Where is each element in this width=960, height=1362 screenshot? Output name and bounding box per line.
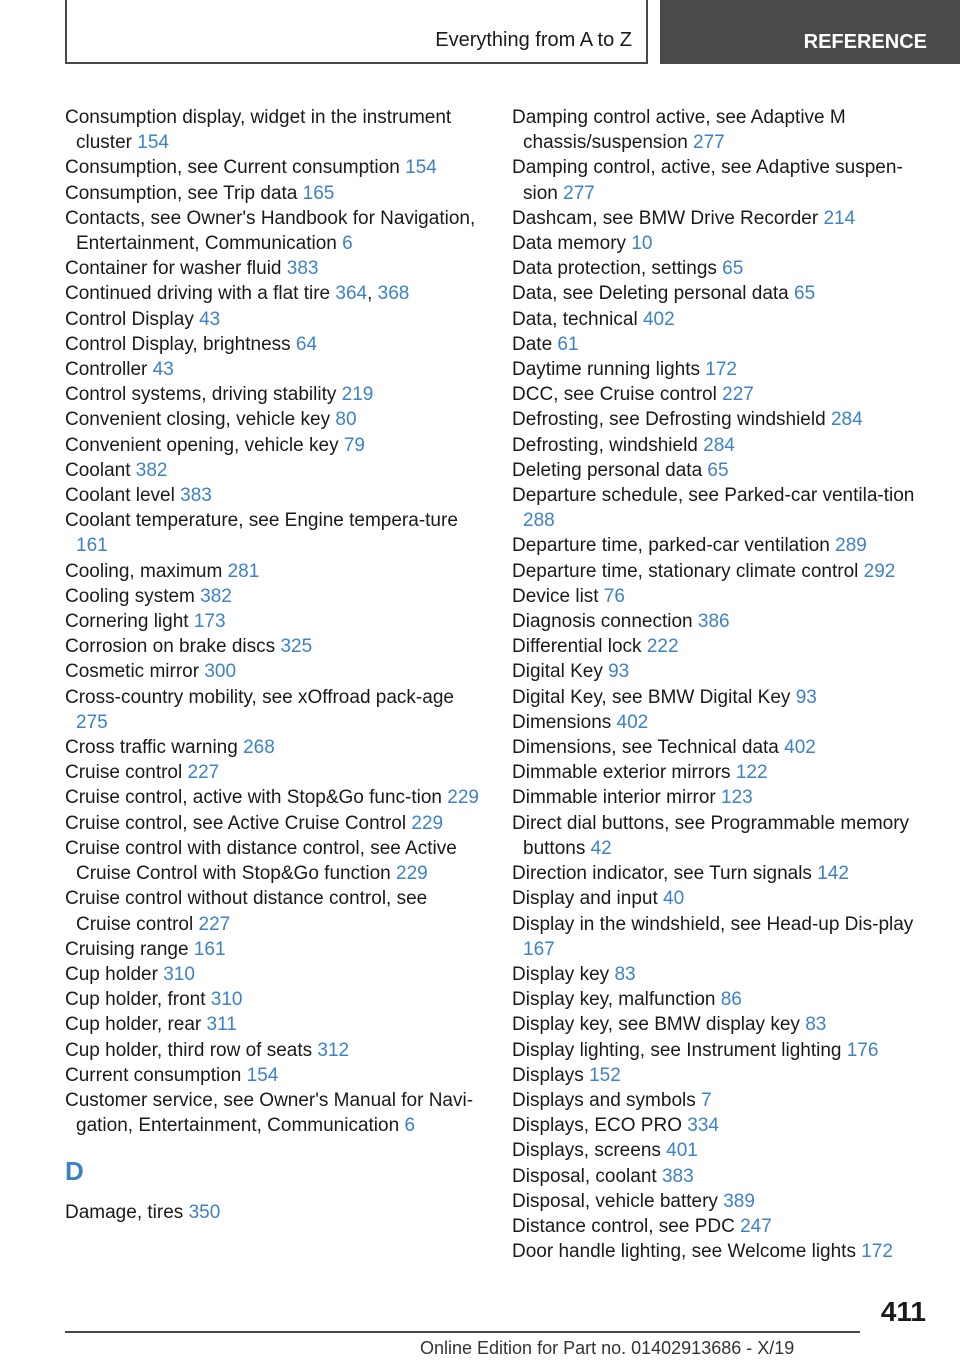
index-entry xyxy=(512,685,932,710)
index-entry-text: Cooling system xyxy=(65,585,195,607)
index-entry xyxy=(65,181,485,206)
index-entry xyxy=(512,634,932,659)
page-reference-link[interactable]: 311 xyxy=(206,1014,237,1036)
index-entry-text: Cruise control xyxy=(65,762,183,784)
index-entry xyxy=(65,634,485,659)
page-reference-link[interactable]: 350 xyxy=(188,1202,221,1224)
page-reference-link[interactable]: 93 xyxy=(608,661,630,683)
page-reference-link[interactable]: 247 xyxy=(740,1215,772,1237)
index-entry xyxy=(512,584,932,609)
index-entry-text: Direction indicator, see Turn signals xyxy=(512,863,812,885)
index-entry-text: Disposal, vehicle battery xyxy=(512,1190,718,1212)
index-entry xyxy=(512,609,932,634)
index-entry xyxy=(512,433,932,458)
index-entry xyxy=(512,962,932,987)
index-entry xyxy=(512,155,932,205)
page-reference-link[interactable]: 227 xyxy=(187,762,220,784)
index-entry xyxy=(512,861,932,886)
index-entry xyxy=(512,735,932,760)
index-entry-text: Continued driving with a flat tire xyxy=(65,283,331,305)
page-reference-link[interactable]: 6 xyxy=(404,1115,416,1137)
index-entry xyxy=(512,1038,932,1063)
page-reference-link[interactable]: 229 xyxy=(396,863,428,885)
index-entry-text: Customer service, see Owner's Manual for Navi-gation, Entertainment, Communication xyxy=(65,1089,474,1137)
page-reference-link[interactable]: 310 xyxy=(210,989,243,1011)
page-reference-link[interactable]: 122 xyxy=(735,762,768,784)
index-entry-text: Contacts, see Owner's Handbook for Navigation, Entertainment, Communication xyxy=(65,207,476,255)
index-entry-text: Date xyxy=(512,333,553,355)
page-reference-link[interactable]: 152 xyxy=(589,1064,621,1086)
index-entry-text: Consumption, see Current consumption xyxy=(65,157,400,179)
index-entry-text: Convenient closing, vehicle key xyxy=(65,409,331,431)
index-entry xyxy=(512,1214,932,1239)
index-entry xyxy=(512,1164,932,1189)
index-entry-text: Data memory xyxy=(512,233,627,255)
index-entry-text: Dashcam, see BMW Drive Recorder xyxy=(512,207,819,229)
index-entry-text: Control Display xyxy=(65,308,194,330)
index-entry xyxy=(512,231,932,256)
index-entry xyxy=(512,1113,932,1138)
page-reference-link[interactable]: 268 xyxy=(243,737,275,759)
index-entry xyxy=(65,433,485,458)
index-entry xyxy=(65,559,485,584)
index-list-left xyxy=(65,105,485,1138)
page-reference-link[interactable]: 229 xyxy=(411,812,444,834)
index-entry-text: Defrosting, see Defrosting windshield xyxy=(512,409,826,431)
index-entry xyxy=(65,1038,485,1063)
index-entry-text: Cup holder xyxy=(65,963,158,985)
index-entry xyxy=(512,1138,932,1163)
index-entry xyxy=(65,1200,485,1225)
index-entry-text: Cornering light xyxy=(65,611,189,633)
index-entry-text: Cosmetic mirror xyxy=(65,661,200,683)
index-entry xyxy=(512,256,932,281)
page-reference-link[interactable]: 401 xyxy=(666,1140,698,1162)
index-list-left-after xyxy=(65,1200,485,1225)
index-entry xyxy=(512,332,932,357)
index-entry-text: Digital Key xyxy=(512,661,603,683)
page-reference-link[interactable]: 161 xyxy=(76,535,108,557)
index-entry-text: Device list xyxy=(512,585,599,607)
page-reference-link[interactable]: 284 xyxy=(830,409,863,431)
index-entry xyxy=(65,886,485,936)
page-reference-link[interactable]: 227 xyxy=(198,913,231,935)
index-entry-text: Cooling, maximum xyxy=(65,560,223,582)
index-entry-text: Display and input xyxy=(512,888,658,910)
index-entry xyxy=(512,760,932,785)
header-section-tab xyxy=(65,0,648,64)
index-entry-text: Deleting personal data xyxy=(512,459,703,481)
index-entry xyxy=(65,760,485,785)
page-reference-link[interactable]: 165 xyxy=(302,182,335,204)
page-reference-link[interactable]: 76 xyxy=(603,585,625,607)
index-entry-text: Data, technical xyxy=(512,308,638,330)
page-reference-link[interactable]: 65 xyxy=(794,283,816,305)
page-reference-link[interactable]: 383 xyxy=(180,485,212,507)
index-entry xyxy=(512,357,932,382)
index-entry-text: Dimensions, see Technical data xyxy=(512,737,779,759)
page-reference-link[interactable]: 368 xyxy=(377,283,410,305)
index-entry-text: Direct dial buttons, see Programmable memory buttons xyxy=(512,812,910,859)
index-entry xyxy=(65,584,485,609)
page-reference-link[interactable]: 284 xyxy=(703,434,735,456)
page-reference-link[interactable]: 383 xyxy=(661,1165,694,1187)
index-entry-text: Displays and symbols xyxy=(512,1089,696,1111)
index-entry-text: Cruise control without distance control, see Cruise control xyxy=(65,888,428,935)
index-entry-text: Cup holder, rear xyxy=(65,1014,202,1036)
index-entry xyxy=(65,609,485,634)
index-entry xyxy=(512,1189,932,1214)
section-letter-heading: D xyxy=(65,1156,84,1187)
index-entry-text: Display key, see BMW display key xyxy=(512,1014,800,1036)
page-reference-link[interactable]: 389 xyxy=(723,1190,755,1212)
index-entry-text: Damage, tires xyxy=(65,1202,184,1224)
page-reference-link[interactable]: 65 xyxy=(707,459,729,481)
page-reference-link[interactable]: 402 xyxy=(642,308,675,330)
index-entry xyxy=(512,281,932,306)
index-entry-text: Cup holder, front xyxy=(65,989,206,1011)
page-reference-link[interactable]: 382 xyxy=(200,585,232,607)
index-entry-text: Container for washer fluid xyxy=(65,258,282,280)
index-entry xyxy=(65,1088,485,1138)
page-reference-link[interactable]: 65 xyxy=(722,258,744,280)
header-chapter-title: REFERENCE xyxy=(803,31,927,53)
index-entry-text: Coolant xyxy=(65,459,131,481)
page-reference-link[interactable]: 10 xyxy=(631,233,653,255)
page-reference-link[interactable]: 64 xyxy=(295,333,318,355)
page-reference-link[interactable]: 402 xyxy=(616,711,649,733)
page-reference-link[interactable]: 7 xyxy=(701,1089,712,1111)
page-reference-link[interactable]: 43 xyxy=(199,308,221,330)
page-reference-link[interactable]: 281 xyxy=(227,560,260,582)
page-reference-link[interactable]: 214 xyxy=(823,207,856,229)
page-reference-link[interactable]: 83 xyxy=(805,1014,827,1036)
index-entry xyxy=(512,659,932,684)
index-entry xyxy=(65,811,485,836)
index-entry xyxy=(512,407,932,432)
page-reference-link[interactable]: 334 xyxy=(687,1115,719,1137)
index-entry-text: Displays, screens xyxy=(512,1140,661,1162)
index-entry-text: Data protection, settings xyxy=(512,258,717,280)
page-reference-link[interactable]: 142 xyxy=(817,863,849,885)
header-chapter-tab xyxy=(660,0,960,64)
page-reference-link[interactable]: 154 xyxy=(246,1064,279,1086)
index-entry xyxy=(512,1088,932,1113)
index-entry-text: Display in the windshield, see Head-up Dis-play xyxy=(512,913,914,935)
page-reference-link[interactable]: 300 xyxy=(204,661,237,683)
index-entry-text: Diagnosis connection xyxy=(512,611,693,633)
index-entry xyxy=(65,1063,485,1088)
page-reference-link[interactable]: 364 xyxy=(335,283,368,305)
index-entry xyxy=(65,685,485,735)
page-reference-link[interactable]: 172 xyxy=(705,359,737,381)
index-entry-text: Consumption, see Trip data xyxy=(65,182,298,204)
index-entry-text: Cruise control with distance control, see Active Cruise Control with Stop&Go function xyxy=(65,837,457,885)
index-entry xyxy=(512,206,932,231)
index-entry-text: Distance control, see PDC xyxy=(512,1215,735,1237)
index-entry-text: Controller xyxy=(65,359,148,381)
page-reference-link[interactable]: 312 xyxy=(317,1039,350,1061)
index-entry-text: DCC, see Cruise control xyxy=(512,384,717,406)
index-entry xyxy=(512,1239,932,1264)
page-reference-link[interactable]: 86 xyxy=(720,989,742,1011)
index-entry xyxy=(65,407,485,432)
page-reference-link[interactable]: 222 xyxy=(646,636,679,658)
index-entry-text: Corrosion on brake discs xyxy=(65,636,276,658)
index-entry xyxy=(512,483,932,533)
index-entry-text: Disposal, coolant xyxy=(512,1165,657,1187)
index-entry xyxy=(65,332,485,357)
page-reference-link[interactable]: 402 xyxy=(784,737,816,759)
index-entry-text: Consumption display, widget in the instrument cluster xyxy=(65,107,452,154)
index-entry-text: Cruise control, active with Stop&Go func-tion xyxy=(65,787,443,809)
index-entry xyxy=(65,256,485,281)
page-reference-link[interactable]: 167 xyxy=(523,938,555,960)
index-entry xyxy=(512,458,932,483)
index-entry xyxy=(65,508,485,558)
index-entry: Continued driving with a flat tire 364, 368 xyxy=(65,283,410,305)
index-entry-text: Differential lock xyxy=(512,636,642,658)
index-entry-text: Displays xyxy=(512,1064,584,1086)
page-reference-link[interactable]: 277 xyxy=(563,182,595,204)
page-reference-link[interactable]: 310 xyxy=(163,963,195,985)
index-entry xyxy=(512,987,932,1012)
index-entry-text: Cruising range xyxy=(65,938,189,960)
index-entry xyxy=(65,785,485,810)
index-entry-text: Dimmable exterior mirrors xyxy=(512,762,731,784)
index-entry xyxy=(65,962,485,987)
index-entry-text: Door handle lighting, see Welcome lights xyxy=(512,1241,856,1263)
page-reference-link[interactable]: 161 xyxy=(193,938,226,960)
page-reference-link[interactable]: 383 xyxy=(286,258,319,280)
index-entry xyxy=(65,458,485,483)
index-entry xyxy=(65,1012,485,1037)
index-entry-text: Display key, malfunction xyxy=(512,989,716,1011)
index-entry xyxy=(65,382,485,407)
page-reference-link[interactable]: 154 xyxy=(405,157,437,179)
index-entry xyxy=(512,1063,932,1088)
index-entry-text: Displays, ECO PRO xyxy=(512,1115,682,1137)
index-list-right xyxy=(512,105,932,1264)
page-reference-link[interactable]: 173 xyxy=(193,611,226,633)
index-entry-text: Departure time, parked-car ventilation xyxy=(512,535,830,557)
page-reference-link[interactable]: 43 xyxy=(152,359,174,381)
header-section-title: Everything from A to Z xyxy=(435,29,632,51)
index-entry xyxy=(65,105,485,155)
index-entry-text: Digital Key, see BMW Digital Key xyxy=(512,686,791,708)
index-entry-text: Damping control, active, see Adaptive suspen-sion xyxy=(512,157,903,204)
page-reference-link[interactable]: 123 xyxy=(721,787,753,809)
index-entry-text: Defrosting, windshield xyxy=(512,434,698,456)
index-entry xyxy=(512,912,932,962)
index-entry xyxy=(65,357,485,382)
index-entry-text: Data, see Deleting personal data xyxy=(512,283,789,305)
index-entry-text: Display lighting, see Instrument lighting xyxy=(512,1039,842,1061)
page-reference-link[interactable]: 277 xyxy=(693,132,725,154)
index-entry-text: Cross traffic warning xyxy=(65,737,238,759)
index-entry-text: Display key xyxy=(512,963,610,985)
page-reference-link[interactable]: 83 xyxy=(614,963,636,985)
page-reference-link[interactable]: 227 xyxy=(722,384,754,406)
page-reference-link[interactable]: 172 xyxy=(861,1241,893,1263)
index-entry-text: Convenient opening, vehicle key xyxy=(65,434,339,456)
index-entry-text: Departure schedule, see Parked-car ventila-tion xyxy=(512,485,915,507)
index-entry xyxy=(65,155,485,180)
footer-divider xyxy=(65,1331,860,1333)
index-entry-text: Cruise control, see Active Cruise Control xyxy=(65,812,407,834)
index-entry-text: Damping control active, see Adaptive M chassis/suspension xyxy=(512,107,846,154)
index-entry xyxy=(512,811,932,861)
index-entry xyxy=(512,533,932,558)
index-entry-text: Coolant level xyxy=(65,485,175,507)
index-entry-text: Cup holder, third row of seats xyxy=(65,1039,313,1061)
page-reference-link[interactable]: 325 xyxy=(280,636,313,658)
page-reference-link[interactable]: 80 xyxy=(335,409,357,431)
index-entry-text: Cross-country mobility, see xOffroad pack-age xyxy=(65,686,454,708)
index-entry xyxy=(512,886,932,911)
index-entry-text: Daytime running lights xyxy=(512,359,700,381)
index-entry-text: Dimensions xyxy=(512,711,612,733)
page-reference-link[interactable]: 386 xyxy=(697,611,730,633)
index-entry xyxy=(512,105,932,155)
index-entry xyxy=(512,382,932,407)
page-reference-link[interactable]: 93 xyxy=(795,686,817,708)
index-entry xyxy=(512,710,932,735)
index-entry xyxy=(65,987,485,1012)
index-entry xyxy=(512,559,932,584)
index-entry xyxy=(65,836,485,886)
index-entry-text: Dimmable interior mirror xyxy=(512,787,716,809)
page-reference-link[interactable]: 288 xyxy=(523,510,555,532)
page-reference-link[interactable]: 219 xyxy=(341,384,374,406)
page-reference-link[interactable]: 176 xyxy=(846,1039,879,1061)
index-entry-text: Control Display, brightness xyxy=(65,333,291,355)
index-entry xyxy=(512,1012,932,1037)
index-entry xyxy=(65,483,485,508)
page-number: 411 xyxy=(880,1296,926,1327)
page-reference-link[interactable]: 292 xyxy=(863,560,896,582)
index-entry-text: Control systems, driving stability xyxy=(65,384,337,406)
index-entry xyxy=(512,307,932,332)
page-reference-link[interactable]: 229 xyxy=(447,787,479,809)
page-reference-link[interactable]: 6 xyxy=(342,233,353,255)
index-entry xyxy=(65,735,485,760)
page-reference-link[interactable]: 42 xyxy=(590,837,612,859)
page-reference-link[interactable]: 61 xyxy=(557,333,579,355)
index-entry xyxy=(512,785,932,810)
page-reference-link[interactable]: 154 xyxy=(137,132,169,154)
index-entry xyxy=(65,307,485,332)
page-reference-link[interactable]: 40 xyxy=(663,888,685,910)
index-entry xyxy=(65,937,485,962)
index-entry-text: Current consumption xyxy=(65,1064,242,1086)
index-column-right xyxy=(512,105,932,1264)
index-entry xyxy=(65,659,485,684)
index-entry xyxy=(65,206,485,256)
footer-edition-text: Online Edition for Part no. 01402913686 - X/19 xyxy=(420,1338,795,1358)
page-reference-link[interactable]: 289 xyxy=(835,535,867,557)
page-reference-link[interactable]: 79 xyxy=(343,434,365,456)
page-reference-link[interactable]: 275 xyxy=(76,711,108,733)
index-entry-text: Departure time, stationary climate control xyxy=(512,560,859,582)
index-entry-text: Coolant temperature, see Engine tempera-ture xyxy=(65,510,458,532)
page-reference-link[interactable]: 382 xyxy=(135,459,168,481)
index-column-left xyxy=(65,105,485,1226)
